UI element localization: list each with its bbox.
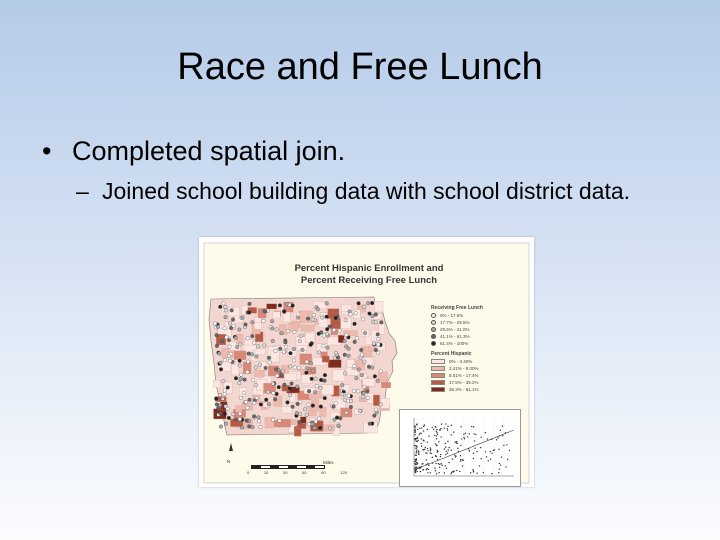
legend-lunch-row: 17.7% - 29.5% [431, 319, 515, 326]
slide-title: Race and Free Lunch [177, 46, 543, 88]
legend-lunch-row: 41.1% - 61.3% [431, 333, 515, 340]
bullet-text: Completed spatial join. [72, 136, 346, 166]
legend-lunch-row: 29.6% - 41.0% [431, 326, 515, 333]
map-title: Percent Hispanic Enrollment and Percent Receiving Free Lunch [294, 263, 444, 286]
legend-hispanic-header: Percent Hispanic [431, 351, 472, 357]
map-figure [199, 237, 534, 487]
scatterplot-inset [399, 409, 521, 487]
legend-hispanic-row: 8.01% - 17.4% [431, 372, 515, 379]
bullet-item [42, 134, 345, 168]
legend-hispanic-row: 35.3% - 61.1% [431, 386, 515, 393]
legend-hispanic-row: 0% - 3.40% [431, 358, 515, 365]
sub-bullet-text: Joined school building data with school district data. [102, 178, 631, 204]
sub-bullet-item [76, 176, 656, 206]
scale-bar [251, 465, 325, 469]
legend-hispanic-row: 17.5% - 35.2% [431, 379, 515, 386]
legend-lunch-header: Receiving Free Lunch [431, 305, 483, 311]
scale-labels: 0 15 30 60 90 120 [247, 470, 347, 475]
scale-unit: Miles [323, 460, 334, 465]
bullet-symbol: • [42, 136, 52, 166]
north-label: N [227, 459, 231, 464]
map-legend [431, 305, 515, 393]
sub-bullet-symbol: – [76, 178, 89, 204]
legend-lunch-row: 61.4% - 100% [431, 340, 515, 347]
legend-lunch-row: 0% - 17.6% [431, 312, 515, 319]
scatterplot-drawing [400, 410, 520, 486]
legend-hispanic-row: 3.41% - 8.00% [431, 365, 515, 372]
